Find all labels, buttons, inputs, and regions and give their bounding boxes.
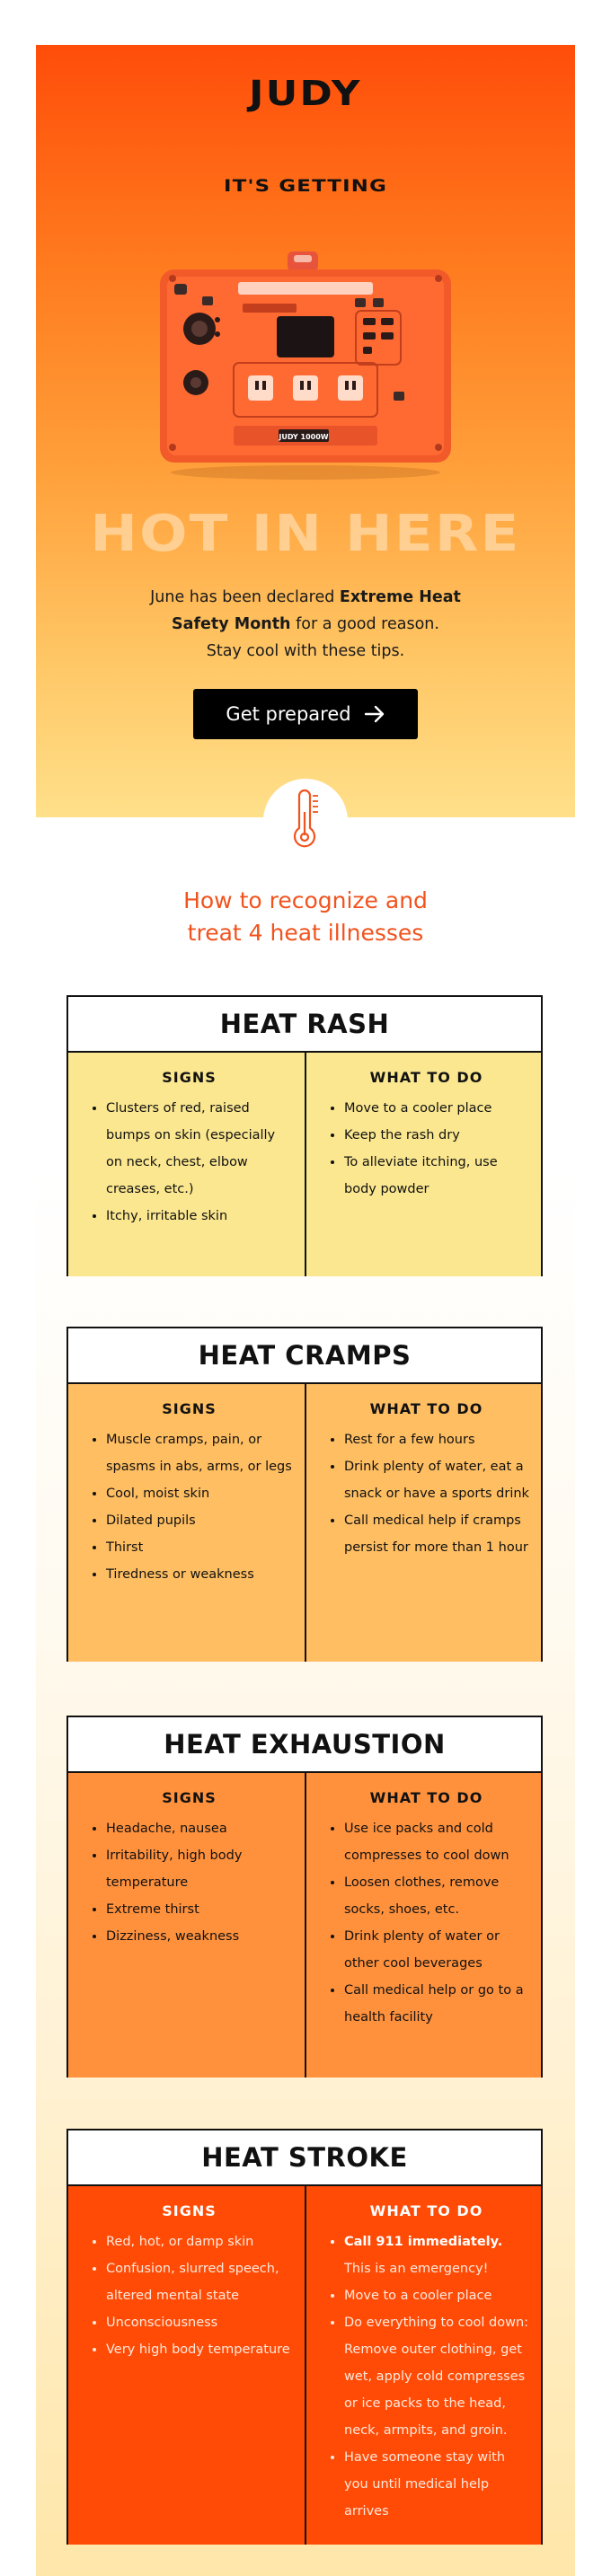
card-body [68,1053,541,1276]
list-item: • Very high body temperature [106,2336,294,2363]
hero-kicker: IT'S GETTING [224,176,387,196]
signs-heading: SIGNS [162,1789,217,1806]
signs-list [84,1426,294,1588]
todo-column [305,1384,541,1662]
intro-line3: Stay cool with these tips. [206,642,405,660]
heat-stroke-card [66,2129,543,2545]
emergency-note: This is an emergency! [344,2262,489,2276]
todo-list [323,1426,530,1561]
signs-column [68,1384,305,1662]
todo-heading: WHAT TO DO [369,1069,483,1086]
signs-column [68,1773,305,2078]
section-title-line1: How to recognize and [183,887,428,913]
list-item: • Extreme thirst [106,1896,294,1923]
card-title: HEAT EXHAUSTION [68,1717,541,1773]
todo-list [323,1815,530,2031]
signs-column [68,1053,305,1276]
intro-bold-1: Extreme Heat [339,588,461,606]
list-item: • Thirst [106,1534,294,1561]
list-item: • Clusters of red, raised bumps on skin (especially on neck, chest, elbow creases, etc.) [106,1095,294,1203]
cta-label: Get prepared [226,703,351,725]
signs-list [84,1095,294,1230]
section-title-line2: treat 4 heat illnesses [187,920,424,946]
list-item: • Headache, nausea [106,1815,294,1842]
list-item: • Move to a cooler place [344,2282,530,2309]
todo-heading: WHAT TO DO [369,1789,483,1806]
todo-heading: WHAT TO DO [369,1400,483,1417]
section-title [126,885,485,949]
power-station-image [153,251,458,485]
product-label: JUDY 1000W [279,433,329,441]
list-item: • Have someone stay with you until medical help arrives [344,2444,530,2525]
card-body [68,1773,541,2078]
list-item: • Tiredness or weakness [106,1561,294,1588]
card-title: HEAT CRAMPS [68,1328,541,1384]
list-item: • Use ice packs and cold compresses to cool down [344,1815,530,1869]
signs-heading: SIGNS [162,2202,217,2219]
list-item [344,2228,530,2282]
intro-bold-2: Safety Month [172,615,291,633]
list-item: • Call medical help or go to a health facility [344,1977,530,2031]
list-item: • Cool, moist skin [106,1480,294,1507]
signs-list [84,2228,294,2363]
list-item: • Dilated pupils [106,1507,294,1534]
list-item: • Drink plenty of water or other cool beverages [344,1923,530,1977]
list-item: • Unconsciousness [106,2309,294,2336]
intro-line2-rest: for a good reason. [290,615,439,633]
signs-list [84,1815,294,1950]
list-item: • Do everything to cool down: Remove outer clothing, get wet, apply cold compresses or ice packs to the head, neck, armpits, and groin. [344,2309,530,2444]
list-item: • Loosen clothes, remove socks, shoes, etc. [344,1869,530,1923]
list-item: • Drink plenty of water, eat a snack or have a sports drink [344,1453,530,1507]
list-item: • Rest for a few hours [344,1426,530,1453]
todo-heading: WHAT TO DO [369,2202,483,2219]
list-item: • Irritability, high body temperature [106,1842,294,1896]
todo-column [305,1773,541,2078]
hero-intro [117,584,494,665]
list-item: • Itchy, irritable skin [106,1203,294,1230]
heat-exhaustion-card [66,1716,543,2078]
signs-heading: SIGNS [162,1400,217,1417]
todo-column [305,2186,541,2545]
thermometer-icon [288,789,323,853]
todo-list [323,2228,530,2525]
list-item: • Dizziness, weakness [106,1923,294,1950]
card-body [68,1384,541,1662]
hero-big-text: HOT IN HERE [90,505,521,563]
list-item: • Move to a cooler place [344,1095,530,1122]
todo-column [305,1053,541,1276]
signs-heading: SIGNS [162,1069,217,1086]
card-body [68,2186,541,2545]
get-prepared-button[interactable] [193,689,418,739]
heat-cramps-card [66,1327,543,1662]
thermometer-badge [263,779,348,863]
email-container [36,45,575,2576]
signs-column [68,2186,305,2545]
list-item: • Muscle cramps, pain, or spasms in abs, arms, or legs [106,1426,294,1480]
list-item: • Keep the rash dry [344,1122,530,1149]
list-item: • Call medical help if cramps persist for more than 1 hour [344,1507,530,1561]
hero-banner [36,45,575,817]
todo-list [323,1095,530,1203]
intro-before: June has been declared [150,588,340,606]
list-item: • To alleviate itching, use body powder [344,1149,530,1203]
list-item: • Confusion, slurred speech, altered mental state [106,2255,294,2309]
brand-logo[interactable]: JUDY [249,74,362,113]
heat-rash-card [66,995,543,1276]
card-title: HEAT RASH [68,997,541,1053]
list-item: • Red, hot, or damp skin [106,2228,294,2255]
card-title: HEAT STROKE [68,2130,541,2186]
arrow-right-icon [364,705,385,723]
emergency-emphasis: Call 911 immediately. [344,2235,503,2249]
